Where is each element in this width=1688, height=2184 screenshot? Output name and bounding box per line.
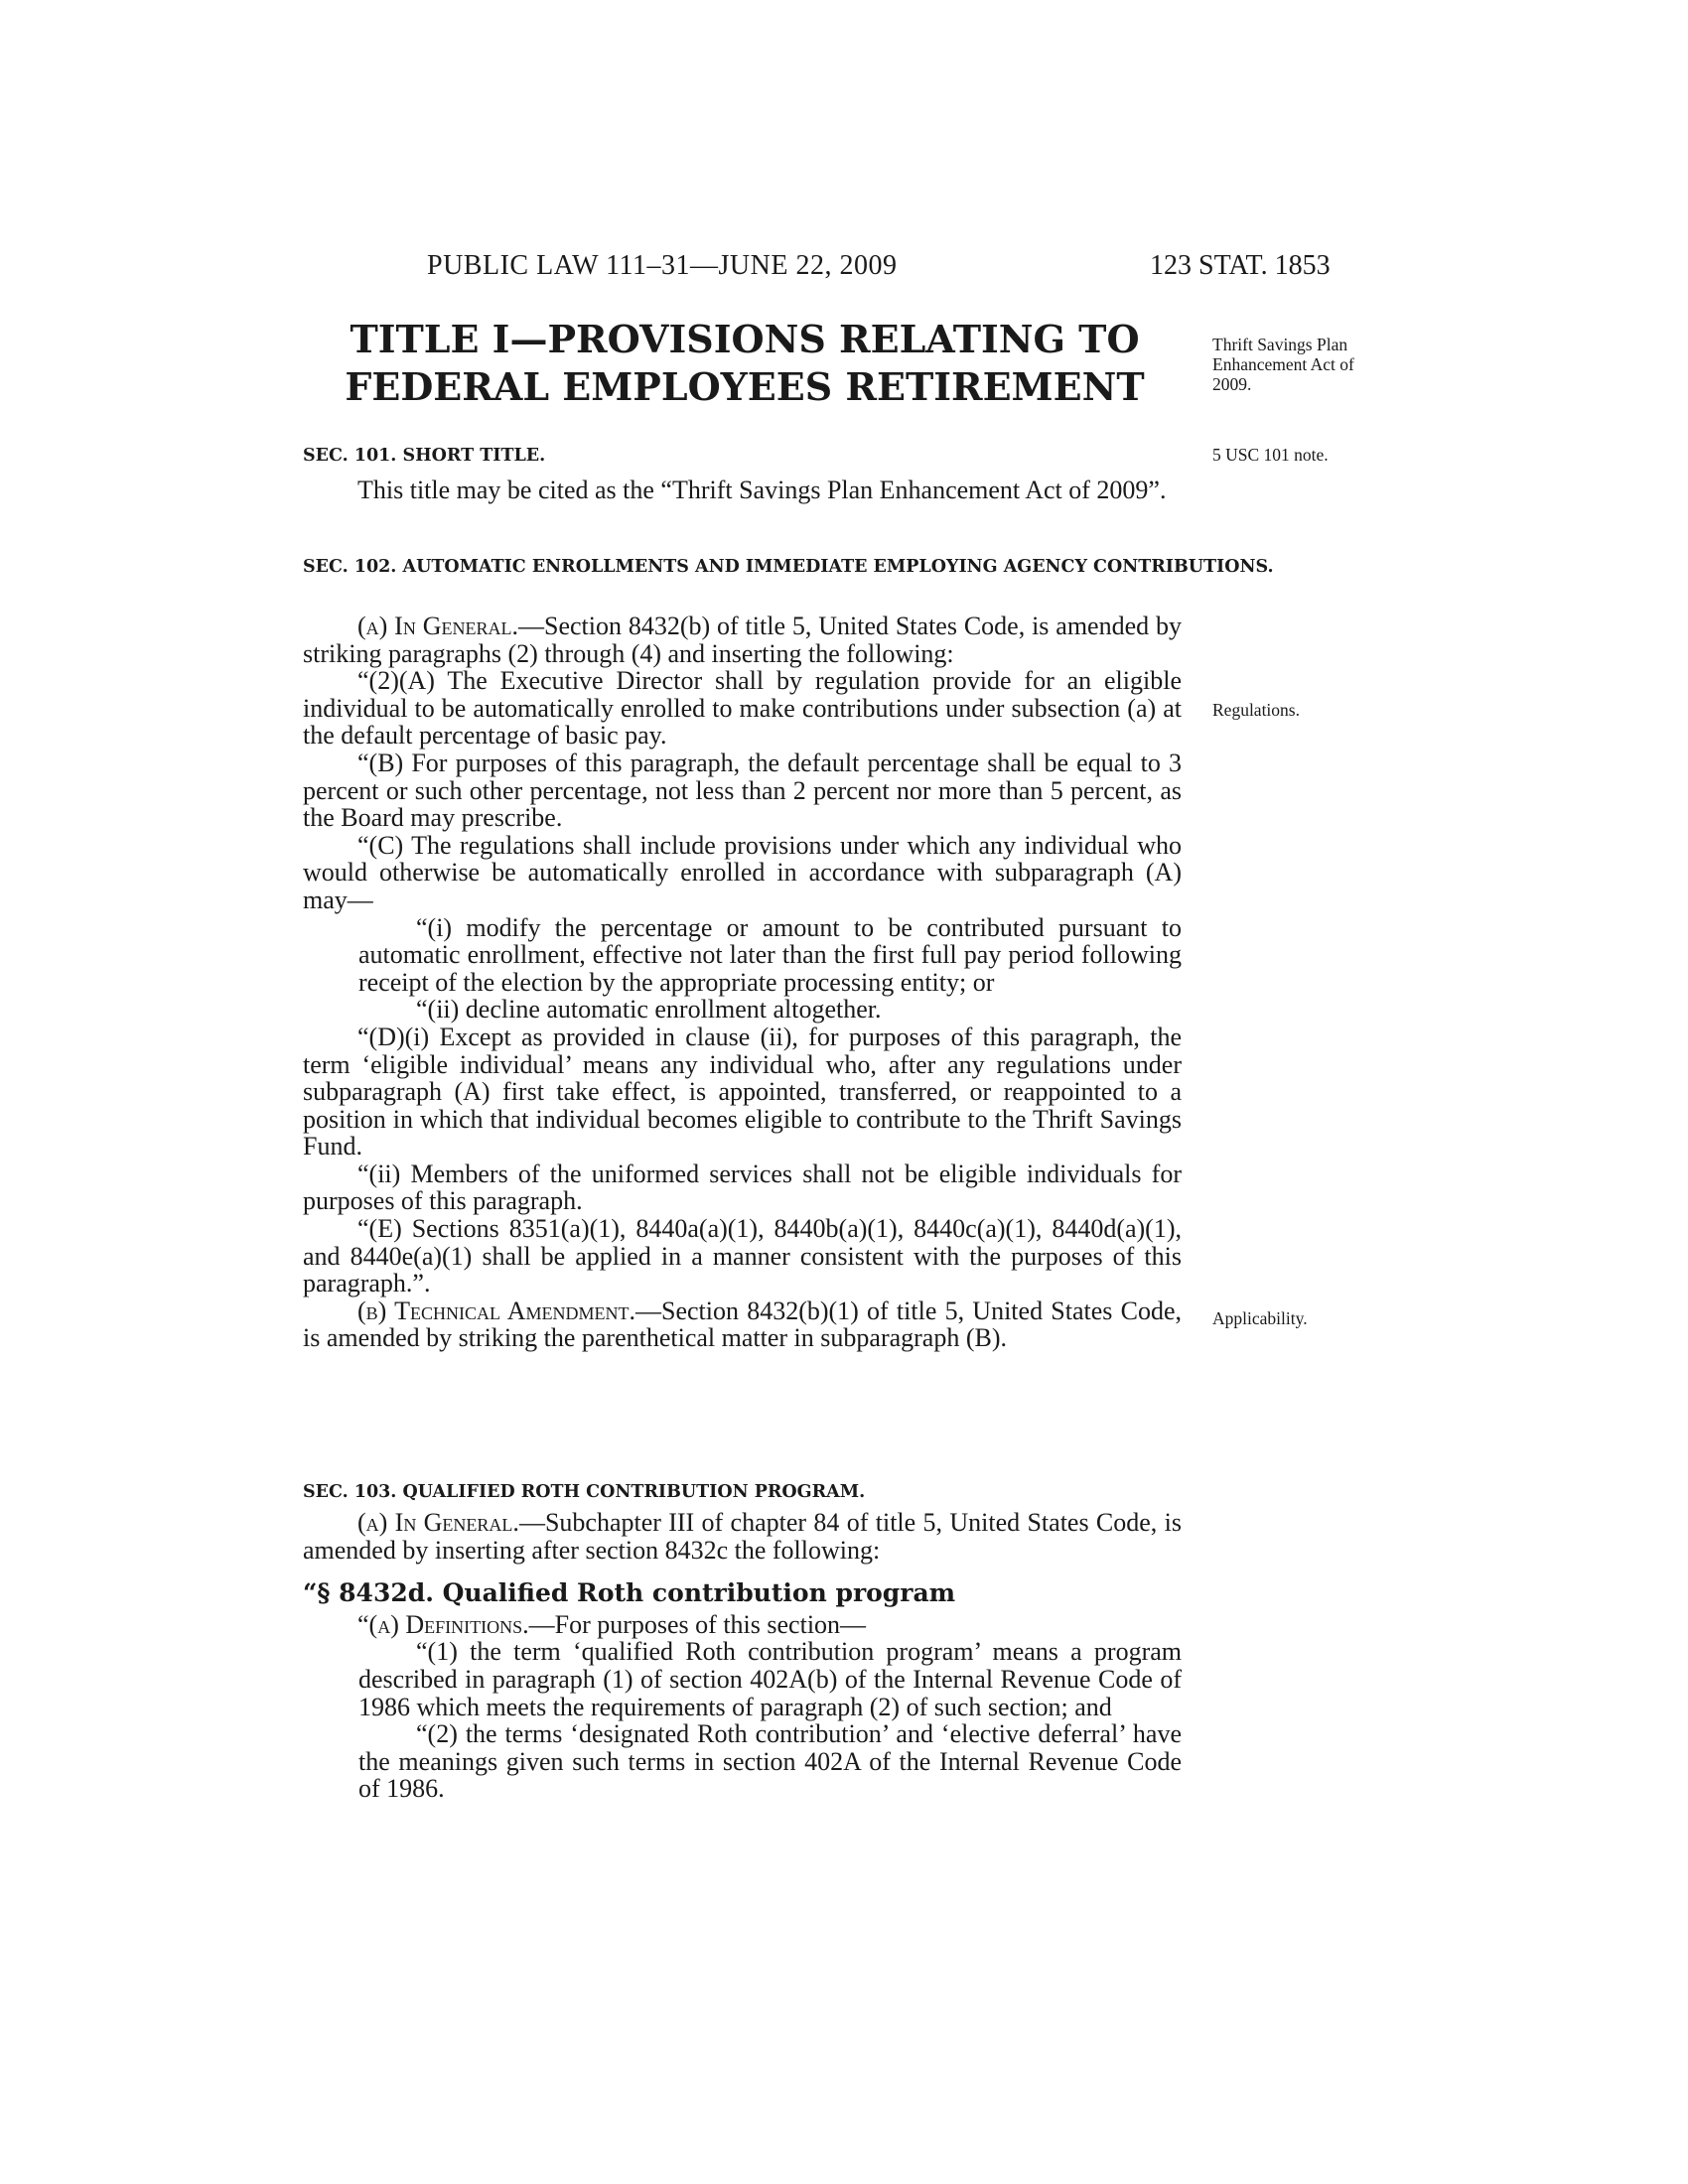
para-B: “(B) For purposes of this paragraph, the default percentage shall be equal to 3 percent or such other percentage, not less than 2 percent nor more than 5 percent, as the Board may prescribe. [303,748,1182,833]
sec-102-a-label: (a) In General. [357,612,518,640]
margin-note-regulations: Regulations. [1212,700,1300,720]
title-line-1: TITLE I—PROVISIONS RELATING TO [350,317,1140,361]
definitions-label: “(a) Definitions. [357,1609,529,1639]
clause-i: “(i) modify the percentage or amount to be contributed pursuant to automatic enrollment, effective not later than the first full pay period following receipt of the election by the appropriate processing entity; or [358,912,1182,997]
para-D-i: “(D)(i) Except as provided in clause (ii), for purposes of this paragraph, the term ‘eligible individual’ means any individual who, after any regulations under subparagraph (A) first take effect, is appointed, transferred, or reappointed to a position in which that individual becomes eligible to contribute to the Thrift Savings Fund. [303,1022,1182,1161]
sec-101-text: This title may be cited as the “Thrift Savings Plan Enhancement Act of 2009”. [357,476,1167,504]
margin-note-applicability: Applicability. [1212,1308,1308,1328]
clause-ii: “(ii) decline automatic enrollment altogether. [416,995,882,1024]
running-header-left: PUBLIC LAW 111–31—JUNE 22, 2009 [427,250,898,281]
margin-note-usc: 5 USC 101 note. [1212,445,1329,465]
page-citation: 123 STAT. 1853 [1150,250,1331,281]
para-E: “(E) Sections 8351(a)(1), 8440a(a)(1), 8440b(a)(1), 8440c(a)(1), 8440d(a)(1), and 8440e(a)(1) shall be applied in a manner consistent with the purposes of this paragraph.”. [303,1214,1182,1298]
sec-101-heading: SEC. 101. SHORT TITLE. [303,446,546,466]
sec-102-b [303,1297,1182,1352]
sec-103-a [303,1509,1182,1564]
sec-102-b-label: (b) Technical Amendment. [357,1296,635,1325]
para-D-ii: “(ii) Members of the uniformed services shall not be eligible individuals for purposes of this paragraph. [303,1159,1182,1216]
definitions-text: —For purposes of this section— [528,1609,867,1639]
section-8432d-heading: “§ 8432d. Qualified Roth contribution program [303,1578,956,1608]
title-line-2: FEDERAL EMPLOYEES RETIREMENT [345,364,1145,409]
margin-note-act-name: Thrift Savings Plan Enhancement Act of 2009. [1212,335,1354,394]
sec-103-heading: SEC. 103. QUALIFIED ROTH CONTRIBUTION PROGRAM. [303,1482,866,1502]
sec-103-a-label: (a) In General. [357,1508,519,1537]
title-heading [298,316,1192,411]
sec-102-a [303,613,1182,667]
sec-102-heading: SEC. 102. AUTOMATIC ENROLLMENTS AND IMMEDIATE EMPLOYING AGENCY CONTRIBUTIONS. [303,557,1274,577]
sec-102-b-text: —Section 8432(b)(1) of title 5, United States Code, is amended by striking the parenthetical matter in subparagraph (B). [303,1296,1182,1353]
definition-1: “(1) the term ‘qualified Roth contribution program’ means a program described in paragraph (1) of section 402A(b) of the Internal Revenue Code of 1986 which meets the requirements of paragraph (2) of such section; and [358,1637,1182,1721]
sec-102-body [303,613,1182,1352]
definitions-intro [303,1611,1182,1639]
para-2A: “(2)(A) The Executive Director shall by regulation provide for an eligible individual to be automatically enrolled to make contributions under subsection (a) at the default percentage of basic pay. [303,666,1182,751]
definition-2: “(2) the terms ‘designated Roth contribution’ and ‘elective deferral’ have the meanings given such terms in section 402A of the Internal Revenue Code of 1986. [358,1719,1182,1804]
para-C: “(C) The regulations shall include provisions under which any individual who would otherwise be automatically enrolled in accordance with subparagraph (A) may— [303,830,1182,914]
sec-102-a-text: —Section 8432(b) of title 5, United States Code, is amended by striking paragraphs (2) through (4) and inserting the following: [303,612,1182,668]
sec-103-body [303,1509,1182,1803]
sec-103-a-text: —Subchapter III of chapter 84 of title 5, United States Code, is amended by inserting after section 8432c the following: [303,1508,1182,1565]
